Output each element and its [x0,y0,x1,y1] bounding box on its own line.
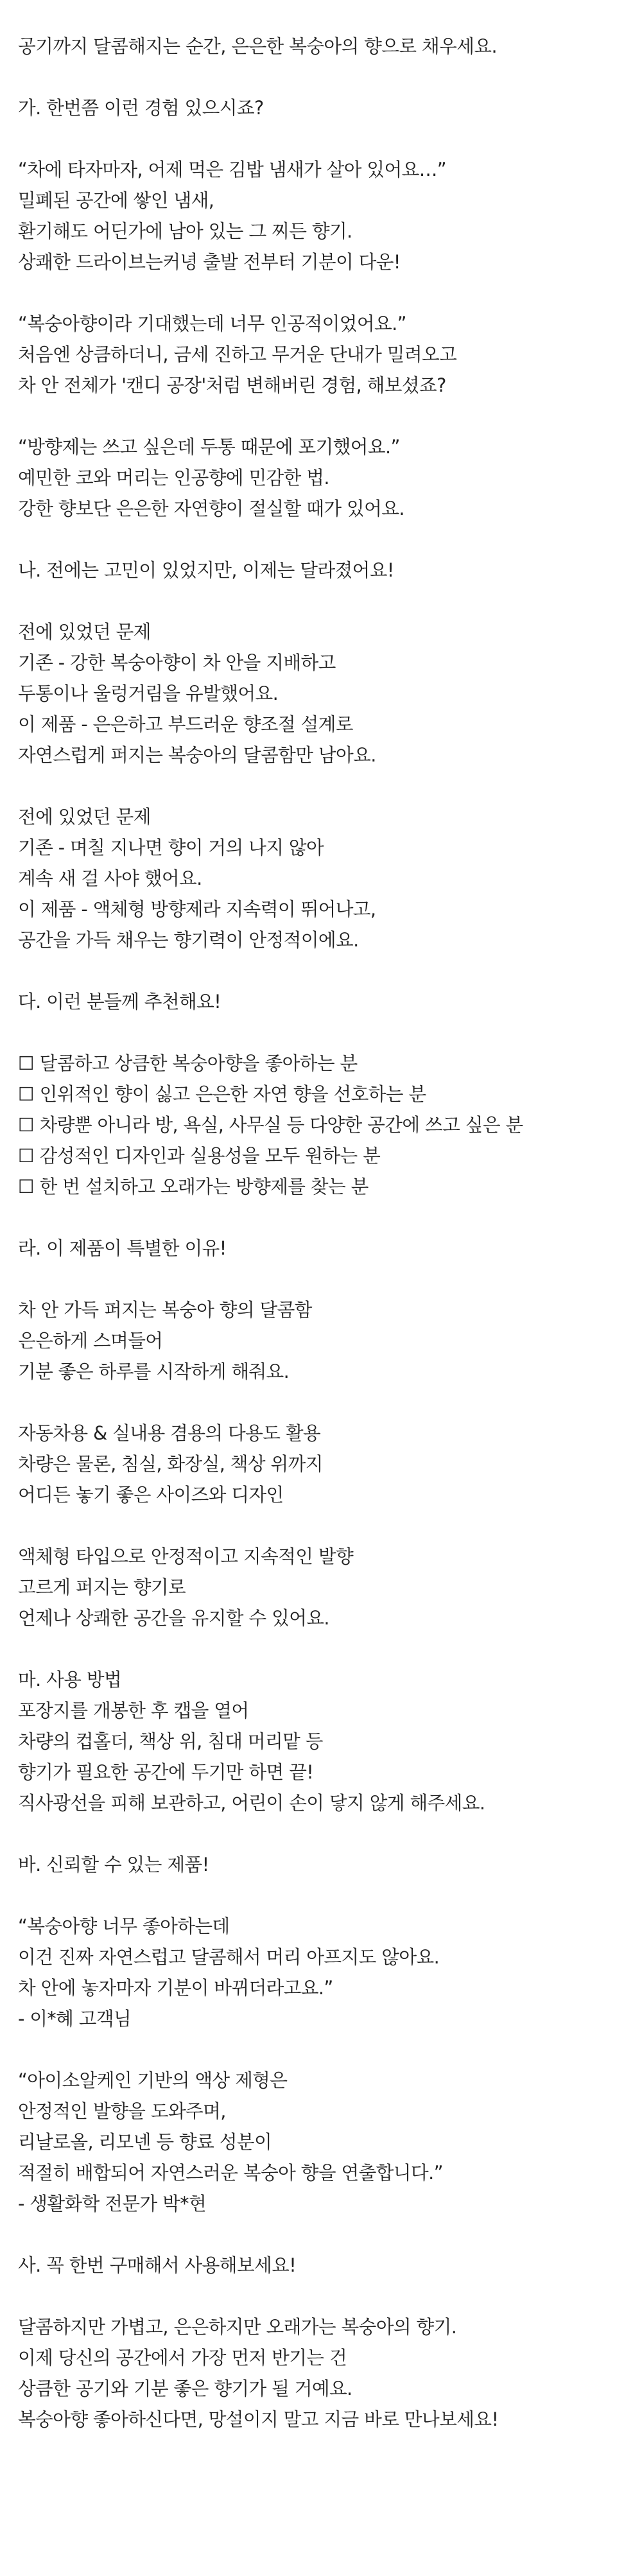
text-line: ☐ 한 번 설치하고 오래가는 방향제를 찾는 분 [18,1176,369,1197]
text-line: - 생활화학 전문가 박*현 [18,2193,207,2215]
paragraph [18,1541,628,1633]
text-line: 공간을 가득 채우는 향기력이 안정적이에요. [18,929,359,951]
paragraph [18,92,628,123]
paragraph [18,616,628,770]
text-line: 예민한 코와 머리는 인공향에 민감한 법. [18,467,329,489]
text-line: 마. 사용 방법 [18,1669,122,1691]
text-line: 향기가 필요한 공간에 두기만 하면 끝! [18,1761,314,1783]
paragraph [18,986,628,1017]
text-line: 두통이나 울렁거림을 유발했어요. [18,683,279,704]
paragraph [18,1418,628,1510]
text-line: 안정적인 발향을 도와주며, [18,2100,226,2122]
text-line: 차 안 가득 퍼지는 복숭아 향의 달콤함 [18,1299,312,1321]
text-line: 복숭아향 좋아하신다면, 망설이지 말고 지금 바로 만나보세요! [18,2408,499,2430]
text-line: 달콤하지만 가볍고, 은은하지만 오래가는 복숭아의 향기. [18,2316,457,2338]
paragraph [18,431,628,524]
paragraph [18,154,628,277]
text-line: “복숭아향이라 기대했는데 너무 인공적이었어요.” [18,313,406,335]
text-line: “복숭아향 너무 좋아하는데 [18,1915,230,1937]
text-line: 전에 있었던 문제 [18,621,151,643]
text-line: 기존 - 며칠 지나면 향이 거의 나지 않아 [18,837,324,858]
paragraph [18,1233,628,1264]
paragraph [18,555,628,586]
text-line: 차 안 전체가 '캔디 공장'처럼 변해버린 경험, 해보셨죠? [18,374,446,396]
paragraph [18,1294,628,1387]
text-line: 이 제품 - 은은하고 부드러운 향조절 설계로 [18,713,353,735]
text-line: 자연스럽게 퍼지는 복숭아의 달콤함만 남아요. [18,744,376,766]
text-line: ☐ 인위적인 향이 싫고 은은한 자연 향을 선호하는 분 [18,1083,426,1105]
text-line: 사. 꼭 한번 구매해서 사용해보세요! [18,2254,297,2276]
text-line: 전에 있었던 문제 [18,806,151,828]
paragraph [18,2065,628,2219]
paragraph [18,1048,628,1202]
text-line: 계속 새 걸 사야 했어요. [18,867,202,889]
text-line: - 이*혜 고객님 [18,2008,132,2030]
text-line: 이건 진짜 자연스럽고 달콤해서 머리 아프지도 않아요. [18,1946,440,1968]
text-line: 고르게 퍼지는 향기로 [18,1576,186,1598]
text-line: 강한 향보단 은은한 자연향이 절실할 때가 있어요. [18,498,404,519]
paragraph [18,1664,628,1818]
paragraph [18,801,628,955]
text-line: “아이소알케인 기반의 액상 제형은 [18,2069,288,2091]
text-line: 이제 당신의 공간에서 가장 먼저 반기는 건 [18,2347,347,2369]
text-line: 포장지를 개봉한 후 캡을 열어 [18,1700,249,1721]
paragraph [18,31,628,62]
paragraph [18,1849,628,1880]
text-line: “차에 타자마자, 어제 먹은 김밥 냄새가 살아 있어요…” [18,159,447,180]
text-line: 환기해도 어딘가에 남아 있는 그 찌든 향기. [18,220,352,242]
text-line: ☐ 감성적인 디자인과 실용성을 모두 원하는 분 [18,1145,381,1167]
text-line: 처음엔 상큼하더니, 금세 진하고 무거운 단내가 밀려오고 [18,344,457,365]
paragraph [18,2250,628,2281]
text-line: 라. 이 제품이 특별한 이유! [18,1237,227,1259]
text-line: 상큼한 공기와 기분 좋은 향기가 될 거예요. [18,2378,352,2399]
paragraph [18,2311,628,2435]
text-line: ☐ 차량뿐 아니라 방, 욕실, 사무실 등 다양한 공간에 쓰고 싶은 분 [18,1114,523,1136]
text-line: 기존 - 강한 복숭아향이 차 안을 지배하고 [18,652,336,674]
text-line: 가. 한번쯤 이런 경험 있으시죠? [18,97,264,119]
text-line: 차량의 컵홀더, 책상 위, 침대 머리맡 등 [18,1730,323,1752]
text-line: 나. 전에는 고민이 있었지만, 이제는 달라졌어요! [18,559,394,581]
text-line: 밀폐된 공간에 쌓인 냄새, [18,189,214,211]
text-line: ☐ 달콤하고 상큼한 복숭아향을 좋아하는 분 [18,1052,358,1074]
text-line: 다. 이런 분들께 추천해요! [18,991,221,1013]
text-line: 공기까지 달콤해지는 순간, 은은한 복숭아의 향으로 채우세요. [18,35,498,57]
text-line: 언제나 상쾌한 공간을 유지할 수 있어요. [18,1607,329,1629]
product-description [18,31,628,2466]
text-line: 기분 좋은 하루를 시작하게 해줘요. [18,1361,290,1382]
text-line: 리날로올, 리모넨 등 향료 성분이 [18,2131,272,2153]
paragraph [18,1911,628,2034]
text-line: 상쾌한 드라이브는커녕 출발 전부터 기분이 다운! [18,251,401,273]
text-line: 어디든 놓기 좋은 사이즈와 디자인 [18,1484,284,1506]
text-line: 직사광선을 피해 보관하고, 어린이 손이 닿지 않게 해주세요. [18,1792,485,1814]
text-line: 차 안에 놓자마자 기분이 바뀌더라고요.” [18,1977,333,1999]
text-line: 적절히 배합되어 자연스러운 복숭아 향을 연출합니다.” [18,2162,443,2184]
text-line: 이 제품 - 액체형 방향제라 지속력이 뛰어나고, [18,898,376,920]
text-line: 차량은 물론, 침실, 화장실, 책상 위까지 [18,1453,323,1475]
text-line: 은은하게 스며들어 [18,1330,163,1352]
paragraph [18,308,628,401]
text-line: 자동차용 & 실내용 겸용의 다용도 활용 [18,1422,321,1444]
text-line: 액체형 타입으로 안정적이고 지속적인 발향 [18,1545,354,1567]
text-line: “방향제는 쓰고 싶은데 두통 때문에 포기했어요.” [18,436,400,458]
text-line: 바. 신뢰할 수 있는 제품! [18,1854,209,1875]
